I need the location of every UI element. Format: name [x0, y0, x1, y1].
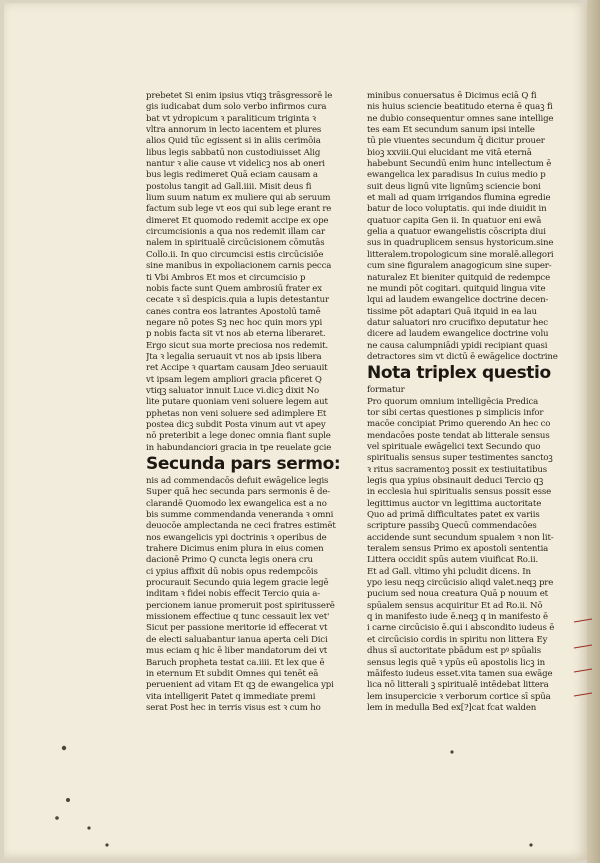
text-line: māifesto iudeus esset.vita tamen sua ewāge	[367, 668, 553, 679]
text-line: ci ypius affixit dū nobis opus redempcōis	[146, 566, 318, 577]
text-line: spiritualis sensus super testimentes sanctoꝫ	[367, 453, 553, 464]
text-line: procurauit Secundo quia legem gracie legē	[146, 578, 329, 589]
text-line: scripture passibꝫ Quecū commendacōes	[367, 521, 537, 532]
text-line: Baruch propheta testat ca.iiii. Et lex que ē	[146, 657, 325, 668]
section-heading-nota-triplex: Nota triplex questio	[367, 363, 551, 384]
right-text-column	[367, 91, 574, 714]
text-line: Super quā hec secunda pars sermonis ē de-	[146, 487, 331, 498]
text-line: et circūcisio cordis in spiritu non littera Ey	[367, 634, 548, 645]
text-line: ne dubio consequentur omnes sane intellige	[367, 113, 554, 124]
section-heading-secunda-pars: Secunda pars sermo:	[146, 454, 341, 474]
text-line: legittimus auctor vn legittima auctoritate	[367, 498, 542, 509]
text-line: nos ewangelicis ypi doctrinis ꝛ operibus de	[146, 532, 327, 543]
text-line: ewangelica lex paradisus In cuius medio p	[367, 170, 546, 181]
text-line: Pro quorum omnium intelligēcia Predica	[367, 396, 539, 407]
text-line: nantur ꝛ alie cause vt videlicꝫ nos ab oneri	[146, 159, 325, 170]
text-line: detractores sim vt dictū ē ewāgelice doctrine	[367, 351, 558, 362]
text-line: vltra annorum in lecto iacentem et plures	[146, 125, 322, 136]
text-line: bis summe commendanda veneranda ꝛ omni	[146, 510, 334, 521]
text-line: lem insupercicie ꝛ verborum cortice sī spūa	[367, 691, 551, 702]
text-line: Ergo sicut sua morte preciosa nos redemit.	[146, 340, 329, 351]
text-line: lem in medulla Bed ex[?]cat fcat walden	[367, 702, 537, 713]
text-line: ne mundi pōt cogitari. quitquid lingua vite	[367, 283, 546, 294]
text-line: ꝛ ritus sacramentoꝫ possit ex testiuitatibus	[367, 464, 548, 475]
text-line: tū pie viuentes secundum q̄ dicitur prouer	[367, 136, 545, 147]
text-line: pucium sed noua creatura Quā p nouum et	[367, 589, 548, 600]
text-line: inditam ꝛ fidei nobis effecit Tercio quia a-	[146, 589, 320, 600]
text-line: nō preteribit a lege donec omnia fiant suple	[146, 431, 331, 442]
text-line: datur saluatori nro crucifixo deputatur hec	[367, 317, 548, 328]
text-line: missionem effectiue q tunc cessauit lex vet'	[146, 612, 330, 623]
text-line: sus in quadruplicem sensus hystoricum.sine	[367, 238, 554, 249]
text-line: naturalez Et bieniter quitquid de redempce	[367, 272, 551, 283]
text-line: Jta ꝛ legalia seruauit vt nos ab ipsis libera	[146, 351, 322, 362]
text-line: ti Vbi Ambros Et mos et circumcisio p	[146, 272, 306, 283]
text-line: legis qua ypius obsinauit deduci Tercio qꝫ	[367, 476, 544, 486]
text-line: Sicut per passione meritorie id effecerat vt	[146, 623, 328, 634]
text-line: lica nō litterali ꝫ spiritualē intēdebat littera	[367, 680, 549, 691]
text-line: vtiqꝫ saluator innuit Luce vi.dicꝫ dixit No	[146, 385, 320, 396]
text-line: lqui ad laudem ewangelice doctrine decen-	[367, 295, 549, 306]
text-line: peruenient ad vitam Et qꝫ de ewangelica ypi	[146, 680, 334, 691]
text-line: circumcisionis a qua nos redemit illam car	[146, 227, 325, 238]
text-line: dhus sī auctoritate pbādum est pꝰ spūalis	[367, 646, 541, 657]
text-line: bus legis redimeret Quā eciam causam a	[146, 170, 318, 181]
text-line: sine manibus in expoliacionem carnis pecca	[146, 261, 332, 272]
page-edge	[587, 0, 600, 863]
section-subheading: formatur	[367, 385, 405, 396]
text-line: nis huius sciencie beatitudo eterna ē quaꝫ fi	[367, 102, 553, 113]
text-line: in habundanciori gracia in tpe reuelate gcie	[146, 442, 332, 453]
text-line: p nobis facta sit vt nos ab eterna liberaret.	[146, 329, 326, 340]
text-line: suit deus lignū vite lignūmꝫ sciencie boni	[367, 181, 541, 192]
text-line: i carne circūcisio ē.qui i abscondito iudeus ē	[367, 623, 555, 634]
text-line: Quo ad primā difficultates patet ex variis	[367, 510, 540, 521]
text-line: et mali ad quam irrigandos flumina egredie	[367, 193, 551, 204]
text-line: ne causa calumpniādi ypidi recipiant quasi	[367, 340, 548, 351]
text-line: clarandē Quomodo lex ewangelica est a no	[146, 498, 327, 509]
text-line: accidende sunt secundum spualem ꝛ non lit-	[367, 532, 554, 543]
text-line: factum sub lege vt eos qui sub lege erant re	[146, 204, 332, 215]
left-column-text-block-2	[146, 476, 359, 714]
text-line: lium suum natum ex muliere qui ab seruum	[146, 193, 331, 204]
text-line: percionem ianue promeruit post spiritusserē	[146, 600, 335, 611]
text-line: tes eam Et secundum sanum ipsi intelle	[367, 125, 535, 136]
text-line: canes contra eos latrantes Apostolū tamē	[146, 306, 321, 317]
text-line: macōe concipiat Primo querendo An hec co	[367, 419, 551, 430]
text-line: mus eciam q hic ē liber mandatorum dei vt	[146, 646, 328, 657]
text-line: sensus legis quē ꝛ ypūs eū apostolis licꝫ in	[367, 657, 545, 668]
left-text-column	[146, 91, 359, 714]
text-line: pphetas non veni soluere sed adimplere Et	[146, 408, 327, 419]
text-line: cum sine figuralem anagogicum sine super-	[367, 261, 552, 272]
left-column-text-block-1	[146, 91, 359, 454]
text-line: spūalem sensus acquiritur Et ad Ro.ii. Nō	[367, 600, 543, 611]
text-line: nobis facte sunt Quem ambrosiū frater ex	[146, 283, 322, 294]
text-line: trahere Dicimus enim plura in eius comen	[146, 544, 324, 555]
text-line: in eternum Et subdit Omnes qui tenēt eā	[146, 668, 319, 679]
text-line: nalem in spiritualē circūcisionem cōmutās	[146, 238, 325, 249]
text-line: gelia a quatuor ewangelistis cōscripta diui	[367, 227, 546, 238]
text-line: alios Quid tūc egissent si in aliis cerimōia	[146, 136, 321, 147]
text-line: batur de loco voluptatis. qui inde diuidit in	[367, 204, 547, 215]
text-line: deuocōe amplectanda ne ceci fratres estimēt	[146, 521, 336, 532]
text-line: lite putare quoniam veni soluere legem aut	[146, 397, 328, 408]
right-column-text-block-1	[367, 91, 574, 363]
text-line: cecate ꝛ sī despicis.quia a lupis detestantur	[146, 295, 329, 306]
text-line: tissime pōt adaptari Quā itquid in ea lau	[367, 306, 537, 317]
text-line: dacionē Primo Q cuncta legis onera cru	[146, 555, 313, 566]
text-line: dicere ad laudem ewangelice doctrine volu	[367, 329, 549, 340]
text-line: litteralem.tropologicum sine moralē.allegori	[367, 249, 554, 260]
text-line: tor sibi certas questiones p simplicis infor	[367, 407, 544, 418]
text-line: teralem sensus Primo ex apostoli sententia	[367, 544, 549, 555]
text-line: bat vt ydropicum ꝛ paraliticum triginta ꝛ	[146, 113, 316, 124]
text-line: vel spirituale ewāgelici text Secundo quo	[367, 441, 541, 452]
text-line: postea dicꝫ subdit Posta vinum aut vt apey	[146, 419, 326, 430]
text-line: q in manifesto iude ē.neqꝫ q in manifesto ē	[367, 612, 548, 623]
text-line: ret Accipe ꝛ quartam causam Jdeo seruauit	[146, 363, 328, 374]
text-line: bioꝫ xxviii.Qui elucidant me vitā eternā	[367, 147, 532, 158]
text-line: serat Post hec in terris visus est ꝛ cum ho	[146, 702, 321, 713]
text-line: libus legis sabbatū non custodiuisset Alig	[146, 147, 321, 158]
text-line: postolus tangit ad Gall.iiii. Misit deus fi	[146, 181, 312, 192]
right-column-text-block-2	[367, 397, 574, 715]
text-line: dimeret Et quomodo redemit accipe ex ope	[146, 215, 329, 226]
text-line: Collo.ii. In quo circumcisi estis circūcisiōe	[146, 249, 324, 260]
text-line: vt ipsam legem ampliori gracia pficeret Q	[146, 374, 322, 385]
text-line: quatuor capita Gen ii. In quatuor eni ewā	[367, 215, 542, 226]
text-line: vita intelligerit Patet q immediate premi	[146, 691, 316, 702]
text-line: gis iudicabat dum solo verbo infirmos cura	[146, 102, 327, 113]
text-line: de electi saluabantur ianua aperta celi Dici	[146, 634, 328, 645]
text-line: prebetet Si enim ipsius vtiqꝫ trāsgressorē le	[146, 91, 333, 101]
text-line: negare nō potes Sꝫ nec hoc quin mors ypi	[146, 317, 323, 328]
text-line: minibus conuersatus ē Dicimus eciā Q fi	[367, 91, 537, 101]
text-line: ypo iesu neqꝫ circūcisio aliqd valet.neqꝫ pre	[367, 578, 554, 589]
text-line: Et ad Gall. vltimo yhi pcludit dicens. In	[367, 566, 531, 577]
text-line: nis ad commendacōs defuit ewāgelice legis	[146, 476, 329, 486]
text-line: Littera occidit spūs autem viuificat Ro.ii.	[367, 555, 539, 566]
text-line: mendacōes poste tendat ab litterale sensus	[367, 430, 550, 441]
text-line: habebunt Secundū enim hunc intellectum ē	[367, 159, 552, 170]
text-line: in ecclesia hui spiritualis sensus possit esse	[367, 487, 552, 498]
